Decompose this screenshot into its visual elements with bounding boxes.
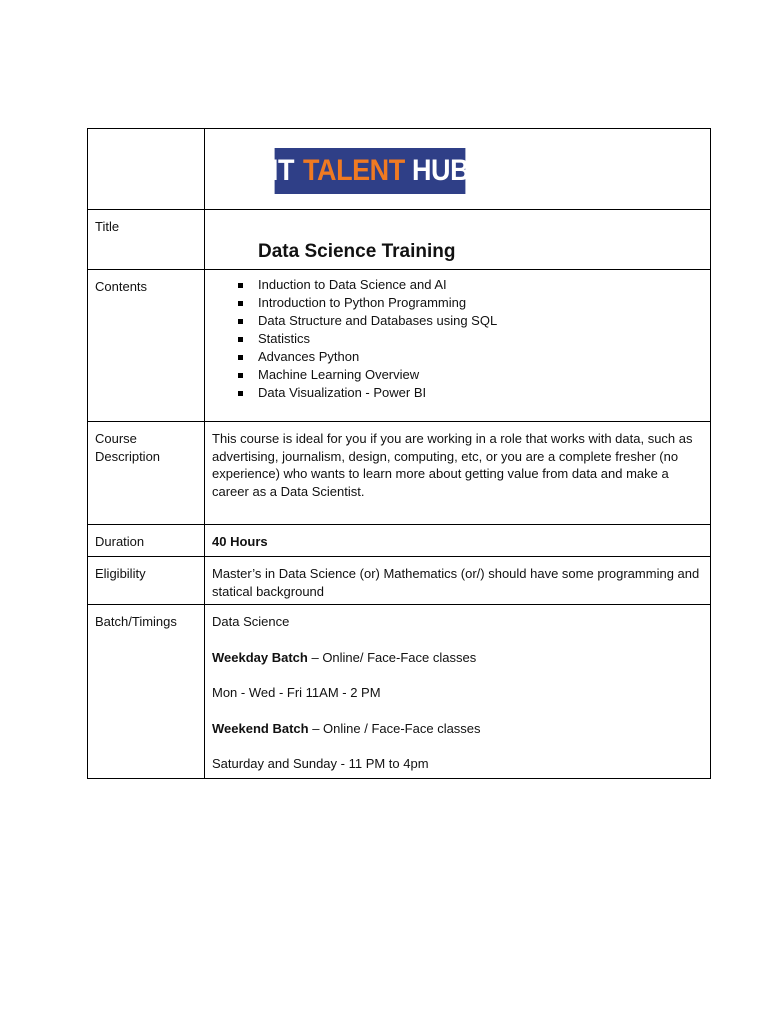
batch-label: Batch/Timings (88, 605, 205, 779)
course-title: Data Science Training (258, 241, 456, 262)
weekend-timing: Saturday and Sunday - 11 PM to 4pm (212, 756, 429, 771)
contents-item: Induction to Data Science and AI (238, 276, 703, 294)
title-value-cell (205, 210, 711, 270)
duration-value: 40 Hours (205, 525, 711, 557)
logo-label-cell (88, 129, 205, 210)
contents-label: Contents (88, 270, 205, 422)
contents-item: Advances Python (238, 348, 703, 366)
batch-value-cell (205, 605, 711, 779)
weekday-batch-mode: – Online/ Face-Face classes (307, 649, 477, 665)
contents-item: Data Structure and Databases using SQL (238, 312, 703, 330)
contents-item: Statistics (238, 330, 703, 348)
logo-it-text: IT (270, 154, 294, 188)
contents-item: Data Visualization - Power BI (238, 384, 703, 402)
duration-row (88, 525, 711, 557)
contents-list (238, 276, 703, 402)
weekend-batch-label: Weekend Batch (212, 720, 309, 736)
weekend-batch-mode: – Online / Face-Face classes (308, 720, 481, 736)
eligibility-row (88, 557, 711, 605)
description-value: This course is ideal for you if you are working in a role that works with data, such as advertising, journalism, design, computing, etc, or you are a complete fresher (no experience) who wants to learn more about getting value from data and make a career as a Data Scientist. (205, 422, 711, 525)
logo-hub-text: HUB (411, 154, 470, 188)
weekend-batch (212, 720, 703, 738)
title-row (88, 210, 711, 270)
weekday-timing: Mon - Wed - Fri 11AM - 2 PM (212, 685, 381, 700)
contents-row (88, 270, 711, 422)
contents-item: Introduction to Python Programming (238, 294, 703, 312)
title-label: Title (88, 210, 205, 270)
eligibility-value: Master’s in Data Science (or) Mathematics (or/) should have some programming and statical background (205, 557, 711, 605)
course-details-table (87, 128, 711, 779)
description-row (88, 422, 711, 525)
description-label: Course Description (88, 422, 205, 525)
weekday-batch-label: Weekday Batch (212, 649, 308, 665)
duration-label: Duration (88, 525, 205, 557)
logo-row (88, 129, 711, 210)
contents-value-cell (205, 270, 711, 422)
batch-program: Data Science (212, 614, 290, 629)
eligibility-label: Eligibility (88, 557, 205, 605)
weekday-batch (212, 649, 703, 667)
logo-talent-text: TALENT (302, 154, 405, 188)
contents-item: Machine Learning Overview (238, 366, 703, 384)
logo-cell (205, 129, 711, 210)
batch-row (88, 605, 711, 779)
it-talent-hub-logo (270, 148, 470, 194)
